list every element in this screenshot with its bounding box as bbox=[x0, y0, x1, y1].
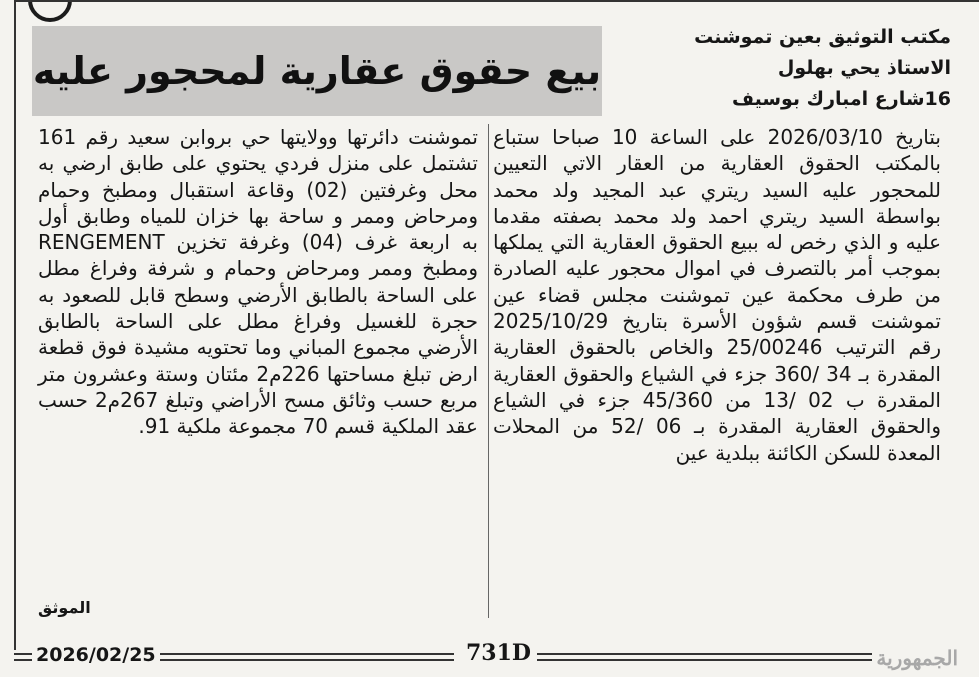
body-column-right bbox=[493, 124, 941, 466]
announcement-title: بيع حقوق عقارية لمحجور عليه bbox=[32, 49, 602, 93]
column-divider bbox=[488, 124, 489, 618]
publication-logo: الجمهورية bbox=[872, 646, 962, 670]
footer-rule-right bbox=[530, 653, 926, 661]
footer-bar bbox=[14, 640, 958, 672]
left-border-rule bbox=[14, 0, 16, 650]
title-banner bbox=[32, 26, 602, 116]
body-text-right: بتاريخ 2026/03/10 على الساعة 10 صباحا ستباع بالمكتب الحقوق العقارية من العقار الاتي التعيين للمحجور عليه السيد ريتري عبد المجيد ولد محمد بواسطة السيد ريتري احمد ولد محمد بصفته مقدما عليه و الذي رخص له ببيع الحقوق العقارية التي يملكها بموجب أمر بالتصرف في اموال محجور عليه الصادرة من طرف محكمة عين تموشنت مجلس قضاء عين تموشنت قسم شؤون الأسرة بتاريخ 2025/10/29 رقم الترتيب 25/00246 والخاص بالحقوق العقارية المقدرة بـ 34 /360 جزء في الشياع والحقوق العقارية المقدرة ب 02 /13 من 45/360 جزء في الشياع والحقوق العقارية المقدرة بـ 06 /52 من المحلات المعدة للسكن الكائنة ببلدية عين bbox=[493, 125, 941, 465]
notary-signature: الموثق bbox=[38, 598, 91, 617]
body-column-left bbox=[38, 124, 478, 440]
notary-name: الاستاذ يحي بهلول bbox=[777, 57, 951, 79]
footer-date: 2026/02/25 bbox=[32, 644, 160, 666]
notary-office-header bbox=[551, 22, 951, 115]
body-text-left: تموشنت دائرتها وولايتها حي بروابن سعيد رقم 161 تشتمل على منزل فردي يحتوي على طابق ارضي به محل وغرفتين (02) وقاعة استقبال ومطبخ وحمام ومرحاض وممر و ساحة بها خزان للمياه وطابق أول به اربعة غرف (04) وغرفة تخزين RENGEMENT ومطبخ وممر ومرحاض وحمام و شرفة وفراغ مطل على الساحة بالطابق الأرضي وسطح قابل للصعود به حجرة للغسيل وفراغ مطل على الساحة بالطابق الأرضي مجموع المباني وما تحتويه مشيدة فوق قطعة ارض تبلغ مساحتها 226م2 مئتان وستة وعشرون متر مربع حسب وثائق مسح الأراضي وتبلغ 267م2 حسب عقد الملكية قسم 70 مجموعة ملكية 91. bbox=[38, 125, 478, 439]
footer-ad-code: 731D bbox=[460, 640, 537, 666]
office-name: مكتب التوثيق بعين تموشنت bbox=[694, 26, 951, 48]
office-address: 16شارع امبارك بوسيف bbox=[731, 88, 951, 110]
corner-circle-mark bbox=[28, 0, 72, 22]
top-border-rule bbox=[14, 0, 979, 2]
